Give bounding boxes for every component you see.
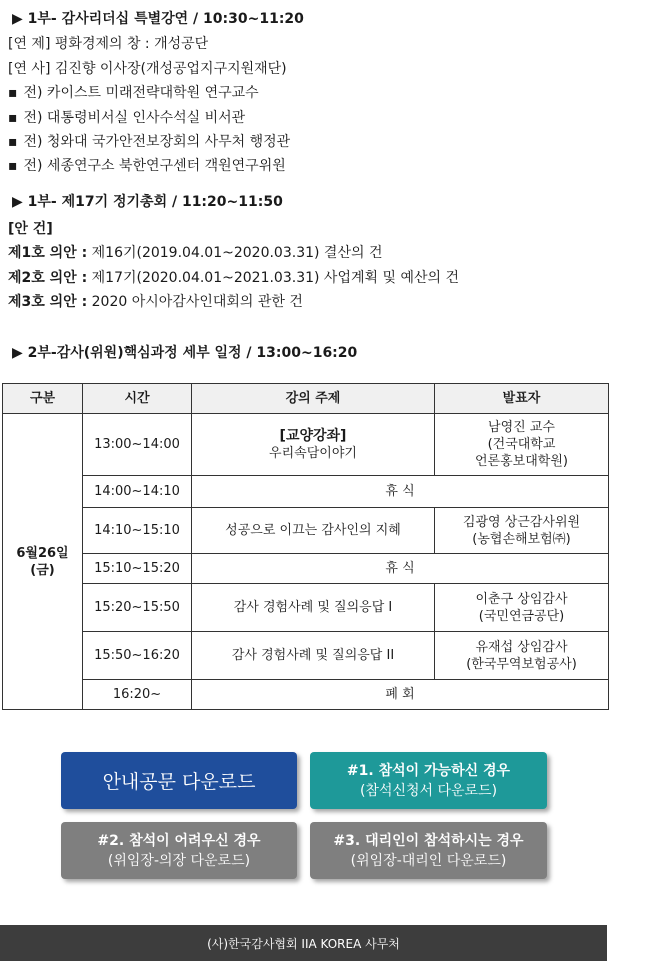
speaker-text: 김진향 이사장(개성공업지구지원재단) bbox=[54, 61, 287, 77]
topic-text: 우리속담이야기 bbox=[269, 445, 357, 461]
date-text: 6월26일 bbox=[16, 545, 69, 561]
footer-bar: (사)한국감사협회 IIA KOREA 사무처 bbox=[0, 925, 607, 961]
speaker-org: (한국무역보험공사) bbox=[466, 656, 577, 672]
agenda-item-label: 제2호 의안 : bbox=[8, 270, 88, 286]
time-cell: 15:10~15:20 bbox=[83, 554, 192, 584]
table-row bbox=[3, 554, 609, 584]
agenda-item-label: 제3호 의안 : bbox=[8, 294, 88, 310]
speaker-org: (농협손해보험㈜) bbox=[472, 531, 571, 547]
table-row bbox=[3, 632, 609, 680]
button-title: #1. 참석이 가능하신 경우 bbox=[346, 762, 511, 779]
schedule-table bbox=[2, 383, 609, 710]
career-item: ▪ 전) 청와대 국가안전보장회의 사무처 행정관 bbox=[8, 131, 290, 151]
table-header-row bbox=[3, 384, 609, 414]
topic-bold: [교양강좌] bbox=[279, 427, 347, 444]
time-cell: 13:00~14:00 bbox=[83, 414, 192, 476]
agenda-item bbox=[8, 267, 459, 287]
speaker-org: 언론홍보대학원) bbox=[475, 454, 568, 469]
header-topic: 강의 주제 bbox=[192, 384, 435, 414]
proxy-chair-download-button[interactable] bbox=[61, 822, 297, 879]
break-cell: 휴 식 bbox=[192, 476, 609, 508]
speaker-cell bbox=[435, 414, 609, 476]
table-row bbox=[3, 414, 609, 476]
topic-cell: 감사 경험사례 및 질의응답 II bbox=[192, 632, 435, 680]
break-cell: 휴 식 bbox=[192, 554, 609, 584]
attendance-form-download-button[interactable] bbox=[310, 752, 547, 809]
agenda-item-text: 제16기(2019.04.01~2020.03.31) 결산의 건 bbox=[91, 245, 383, 261]
speaker-label: [연 사] bbox=[8, 61, 51, 77]
topic-line bbox=[8, 33, 208, 53]
speaker-cell bbox=[435, 632, 609, 680]
table-row bbox=[3, 584, 609, 632]
table-row bbox=[3, 476, 609, 508]
button-subtitle: (위임장-의장 다운로드) bbox=[107, 852, 251, 869]
agenda-item-text: 2020 아시아감사인대회의 관한 건 bbox=[91, 294, 303, 310]
button-subtitle: (위임장-대리인 다운로드) bbox=[350, 852, 507, 869]
agenda-label: [안 건] bbox=[8, 221, 53, 237]
table-row bbox=[3, 508, 609, 554]
career-item: ▪ 전) 대통령비서실 인사수석실 비서관 bbox=[8, 107, 245, 127]
agenda-item bbox=[8, 291, 303, 311]
speaker-name: 남영진 교수 bbox=[488, 420, 555, 435]
session3-heading: ▶ 2부-감사(위원)핵심과정 세부 일정 / 13:00~16:20 bbox=[12, 345, 358, 361]
speaker-name: 이춘구 상임감사 bbox=[475, 591, 568, 607]
topic-label: [연 제] bbox=[8, 36, 51, 52]
agenda-item-text: 제17기(2020.04.01~2021.03.31) 사업계획 및 예산의 건 bbox=[91, 270, 459, 286]
button-subtitle: (참석신청서 다운로드) bbox=[359, 782, 498, 799]
header-speaker: 발표자 bbox=[435, 384, 609, 414]
session1-heading: ▶ 1부- 감사리더십 특별강연 / 10:30~11:20 bbox=[12, 11, 304, 27]
agenda-item-label: 제1호 의안 : bbox=[8, 245, 88, 261]
header-time: 시간 bbox=[83, 384, 192, 414]
speaker-name: 유재섭 상임감사 bbox=[475, 639, 568, 655]
date-cell bbox=[3, 414, 83, 710]
day-text: (금) bbox=[30, 562, 55, 578]
agenda-item bbox=[8, 242, 382, 262]
closing-cell: 폐 회 bbox=[192, 680, 609, 710]
button-title: #2. 참석이 어려우신 경우 bbox=[97, 832, 261, 849]
career-item: ▪ 전) 세종연구소 북한연구센터 객원연구위원 bbox=[8, 155, 286, 175]
topic-text: 평화경제의 창 : 개성공단 bbox=[54, 36, 209, 52]
speaker-line bbox=[8, 58, 287, 78]
time-cell: 14:10~15:10 bbox=[83, 508, 192, 554]
time-cell: 15:50~16:20 bbox=[83, 632, 192, 680]
speaker-cell bbox=[435, 508, 609, 554]
notice-download-button[interactable]: 안내공문 다운로드 bbox=[61, 752, 297, 809]
speaker-org: (건국대학교 bbox=[487, 437, 556, 452]
speaker-name: 김광영 상근감사위원 bbox=[462, 514, 581, 530]
speaker-org: (국민연금공단) bbox=[478, 608, 565, 624]
header-category: 구분 bbox=[3, 384, 83, 414]
speaker-cell bbox=[435, 584, 609, 632]
time-cell: 14:00~14:10 bbox=[83, 476, 192, 508]
topic-cell: 감사 경험사례 및 질의응답 I bbox=[192, 584, 435, 632]
topic-cell bbox=[192, 414, 435, 476]
topic-cell: 성공으로 이끄는 감사인의 지혜 bbox=[192, 508, 435, 554]
time-cell: 15:20~15:50 bbox=[83, 584, 192, 632]
career-item: ▪ 전) 카이스트 미래전략대학원 연구교수 bbox=[8, 82, 259, 102]
table-row bbox=[3, 680, 609, 710]
time-cell: 16:20~ bbox=[83, 680, 192, 710]
button-title: #3. 대리인이 참석하시는 경우 bbox=[333, 832, 524, 849]
session2-heading: ▶ 1부- 제17기 정기총회 / 11:20~11:50 bbox=[12, 194, 283, 210]
proxy-agent-download-button[interactable] bbox=[310, 822, 547, 879]
